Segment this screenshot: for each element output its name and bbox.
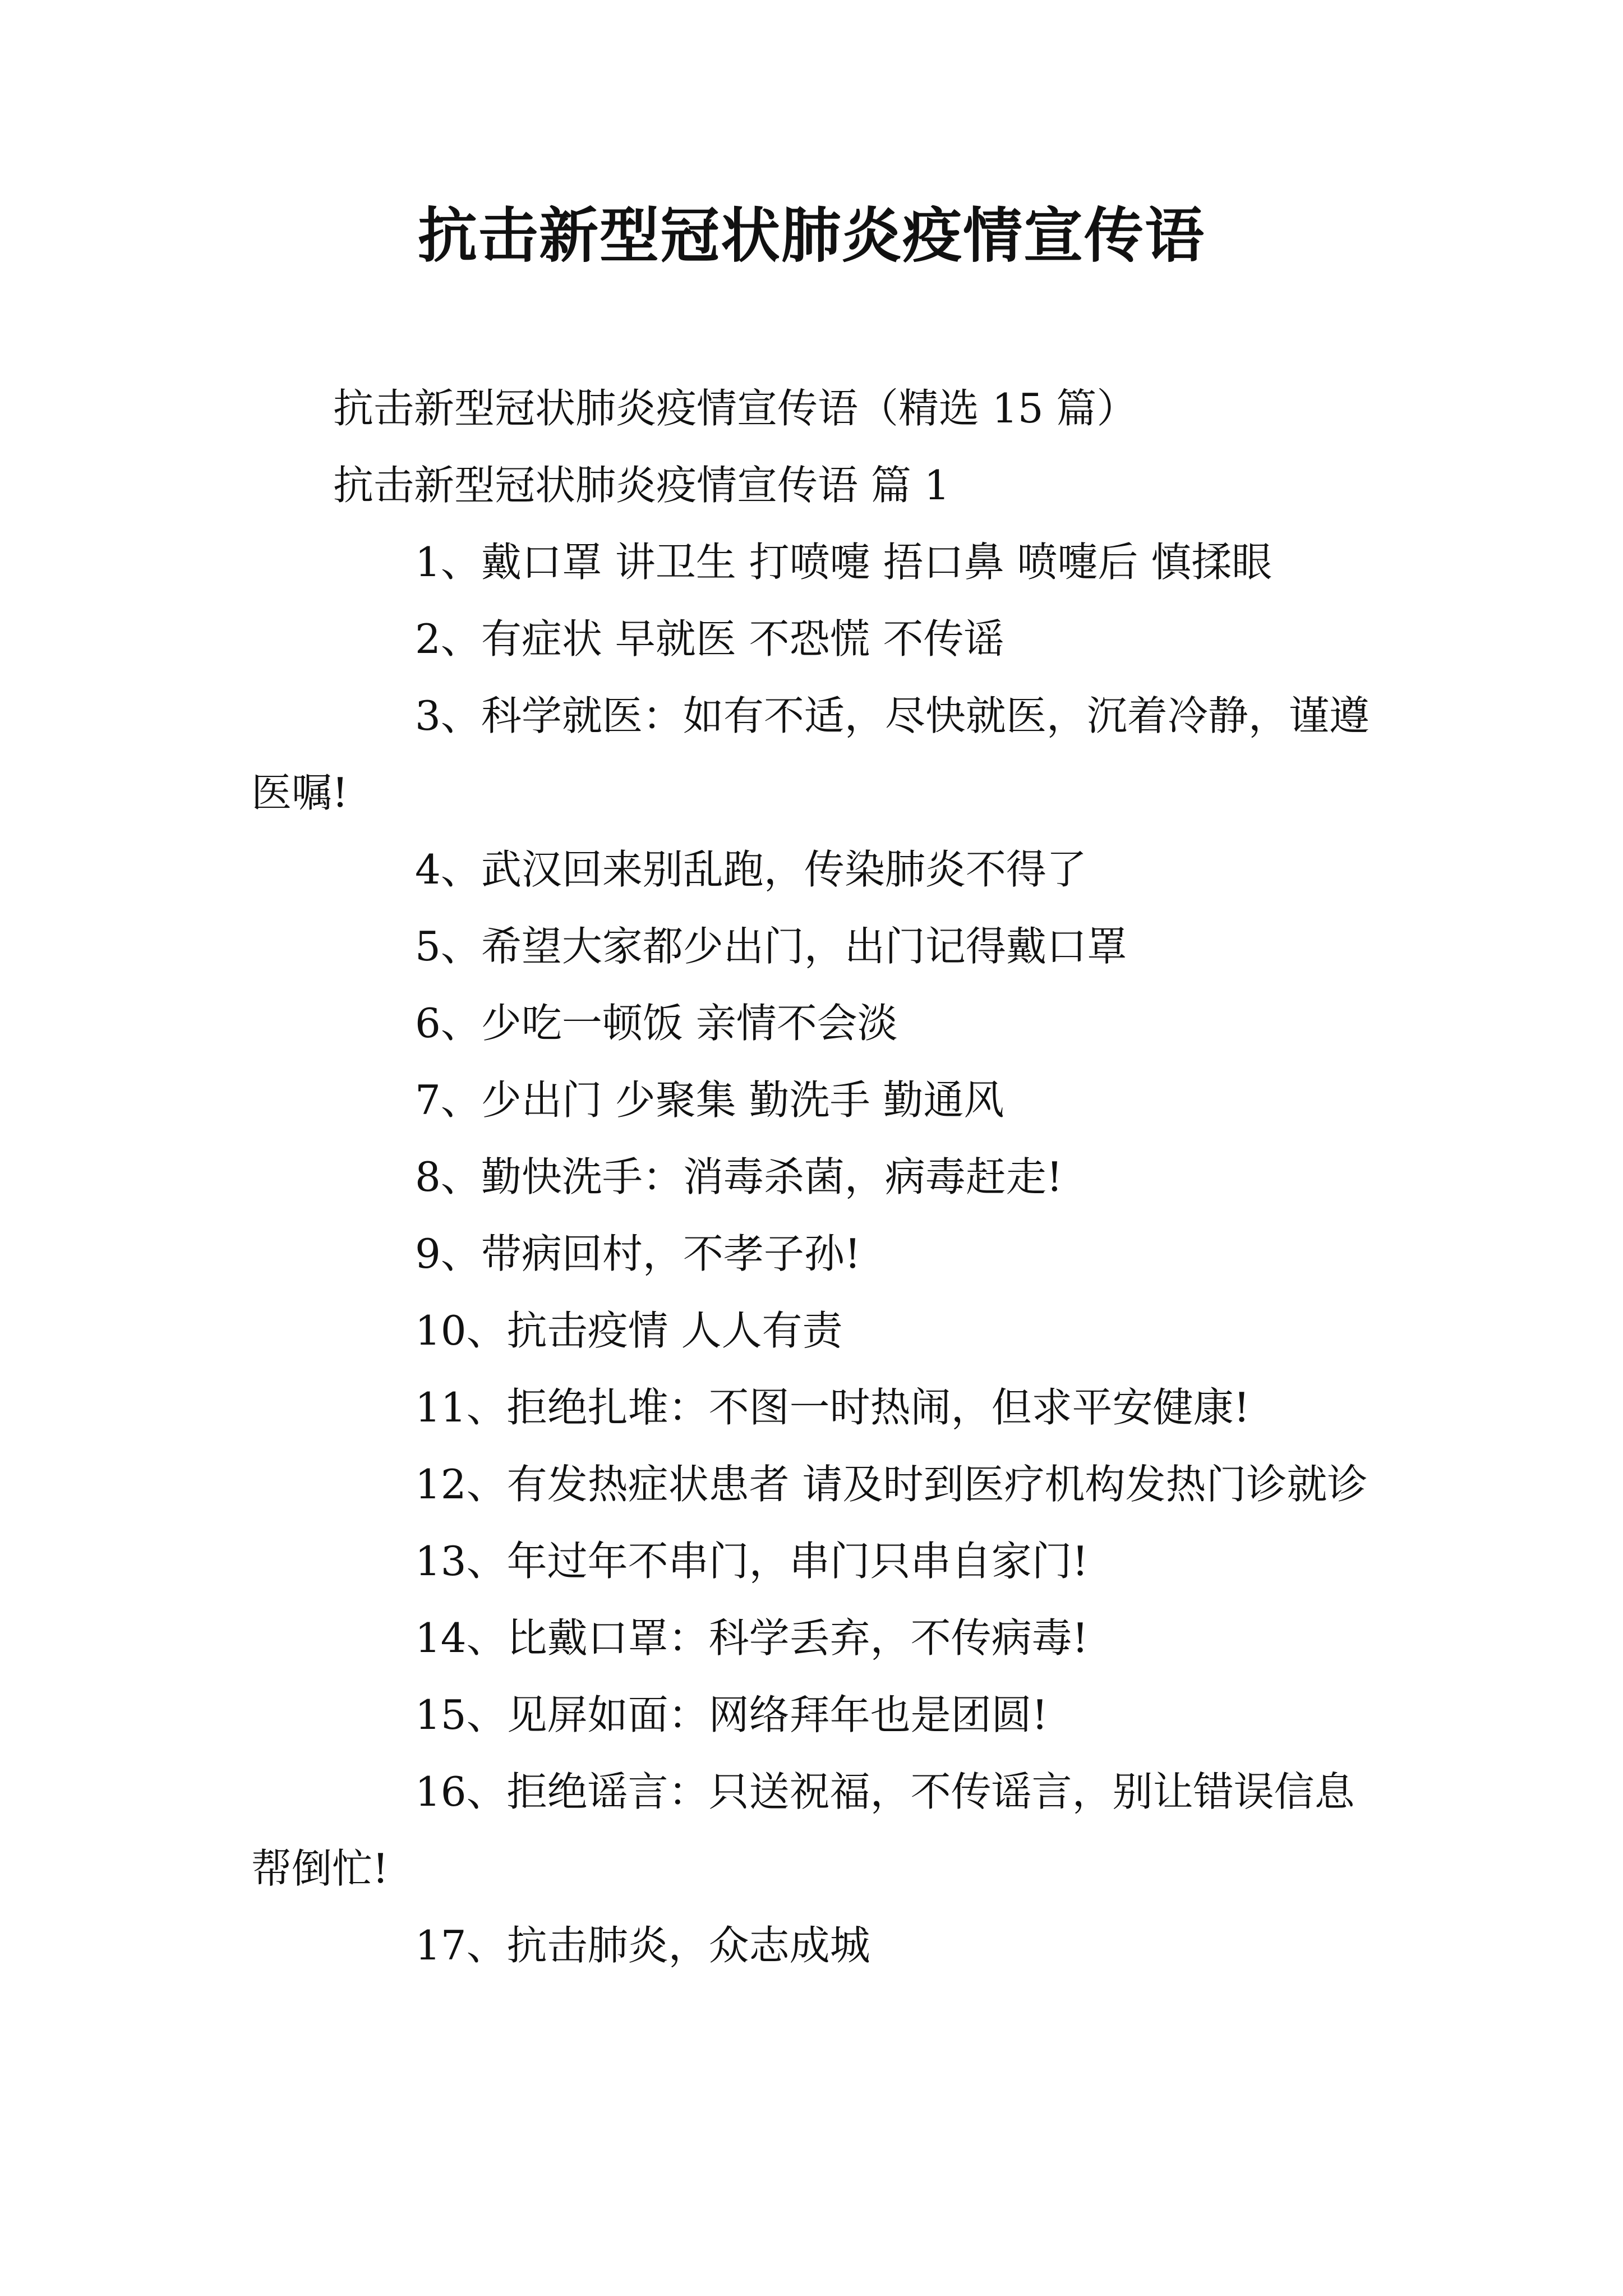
list-item bbox=[251, 831, 1384, 908]
item-number: 7、 bbox=[415, 1076, 481, 1124]
list-item bbox=[251, 1600, 1384, 1677]
list-item bbox=[251, 1446, 1384, 1523]
list-item bbox=[251, 1677, 1384, 1754]
section-heading: 抗击新型冠状肺炎疫情宣传语 篇 1 bbox=[333, 462, 950, 509]
item-text: 抗击疫情 人人有责 bbox=[506, 1307, 843, 1354]
item-number: 4、 bbox=[415, 846, 481, 893]
list-item bbox=[251, 908, 1384, 985]
list-item bbox=[251, 1292, 1384, 1369]
list-item bbox=[251, 1062, 1384, 1139]
item-number: 8、 bbox=[415, 1153, 481, 1200]
list-item bbox=[251, 524, 1384, 601]
item-text: 拒绝谣言：只送祝福，不传谣言，别让错误信息帮倒忙! bbox=[251, 1768, 1355, 1892]
item-text: 武汉回来别乱跑，传染肺炎不得了 bbox=[481, 846, 1087, 893]
list-item bbox=[251, 678, 1384, 831]
item-number: 10、 bbox=[415, 1307, 507, 1354]
item-number: 2、 bbox=[415, 615, 481, 662]
item-number: 14、 bbox=[415, 1614, 507, 1662]
item-number: 1、 bbox=[415, 539, 481, 586]
list-item bbox=[251, 1139, 1384, 1216]
item-number: 12、 bbox=[415, 1461, 507, 1508]
item-number: 17、 bbox=[415, 1922, 507, 1969]
item-number: 13、 bbox=[415, 1538, 507, 1585]
item-text: 希望大家都少出门，出门记得戴口罩 bbox=[481, 923, 1127, 970]
list-item bbox=[251, 1369, 1384, 1446]
item-text: 抗击肺炎，众志成城 bbox=[506, 1922, 870, 1969]
item-text: 有症状 早就医 不恐慌 不传谣 bbox=[481, 615, 1004, 662]
item-text: 拒绝扎堆：不图一时热闹，但求平安健康! bbox=[506, 1384, 1250, 1431]
item-text: 戴口罩 讲卫生 打喷嚏 捂口鼻 喷嚏后 慎揉眼 bbox=[481, 539, 1272, 586]
item-number: 6、 bbox=[415, 1000, 481, 1047]
item-number: 11、 bbox=[415, 1384, 507, 1431]
document-body bbox=[251, 370, 1384, 1984]
item-number: 16、 bbox=[415, 1768, 507, 1815]
item-text: 见屏如面：网络拜年也是团圆! bbox=[506, 1691, 1048, 1738]
item-number: 15、 bbox=[415, 1691, 507, 1738]
list-item bbox=[251, 1216, 1384, 1292]
item-number: 9、 bbox=[415, 1230, 481, 1277]
subtitle-line: 抗击新型冠状肺炎疫情宣传语（精选 15 篇） bbox=[333, 385, 1137, 432]
item-text: 有发热症状患者 请及时到医疗机构发热门诊就诊 bbox=[506, 1461, 1368, 1508]
item-text: 少吃一顿饭 亲情不会淡 bbox=[481, 1000, 898, 1047]
item-text: 年过年不串门，串门只串自家门! bbox=[506, 1538, 1089, 1585]
document-title: 抗击新型冠状肺炎疫情宣传语 bbox=[418, 200, 1205, 270]
list-item bbox=[251, 1907, 1384, 1984]
item-text: 勤快洗手：消毒杀菌，病毒赶走! bbox=[481, 1153, 1063, 1200]
item-text: 带病回村，不孝子孙! bbox=[481, 1230, 861, 1277]
list-item bbox=[251, 1754, 1384, 1907]
item-number: 5、 bbox=[415, 923, 481, 970]
list-item bbox=[251, 601, 1384, 678]
item-text: 少出门 少聚集 勤洗手 勤通风 bbox=[481, 1076, 1004, 1124]
list-item bbox=[251, 985, 1384, 1062]
list-item bbox=[251, 1523, 1384, 1600]
item-text: 科学就医：如有不适，尽快就医，沉着冷静，谨遵医嘱! bbox=[251, 692, 1370, 816]
item-number: 3、 bbox=[415, 692, 481, 739]
item-text: 比戴口罩：科学丢弃，不传病毒! bbox=[506, 1614, 1089, 1662]
